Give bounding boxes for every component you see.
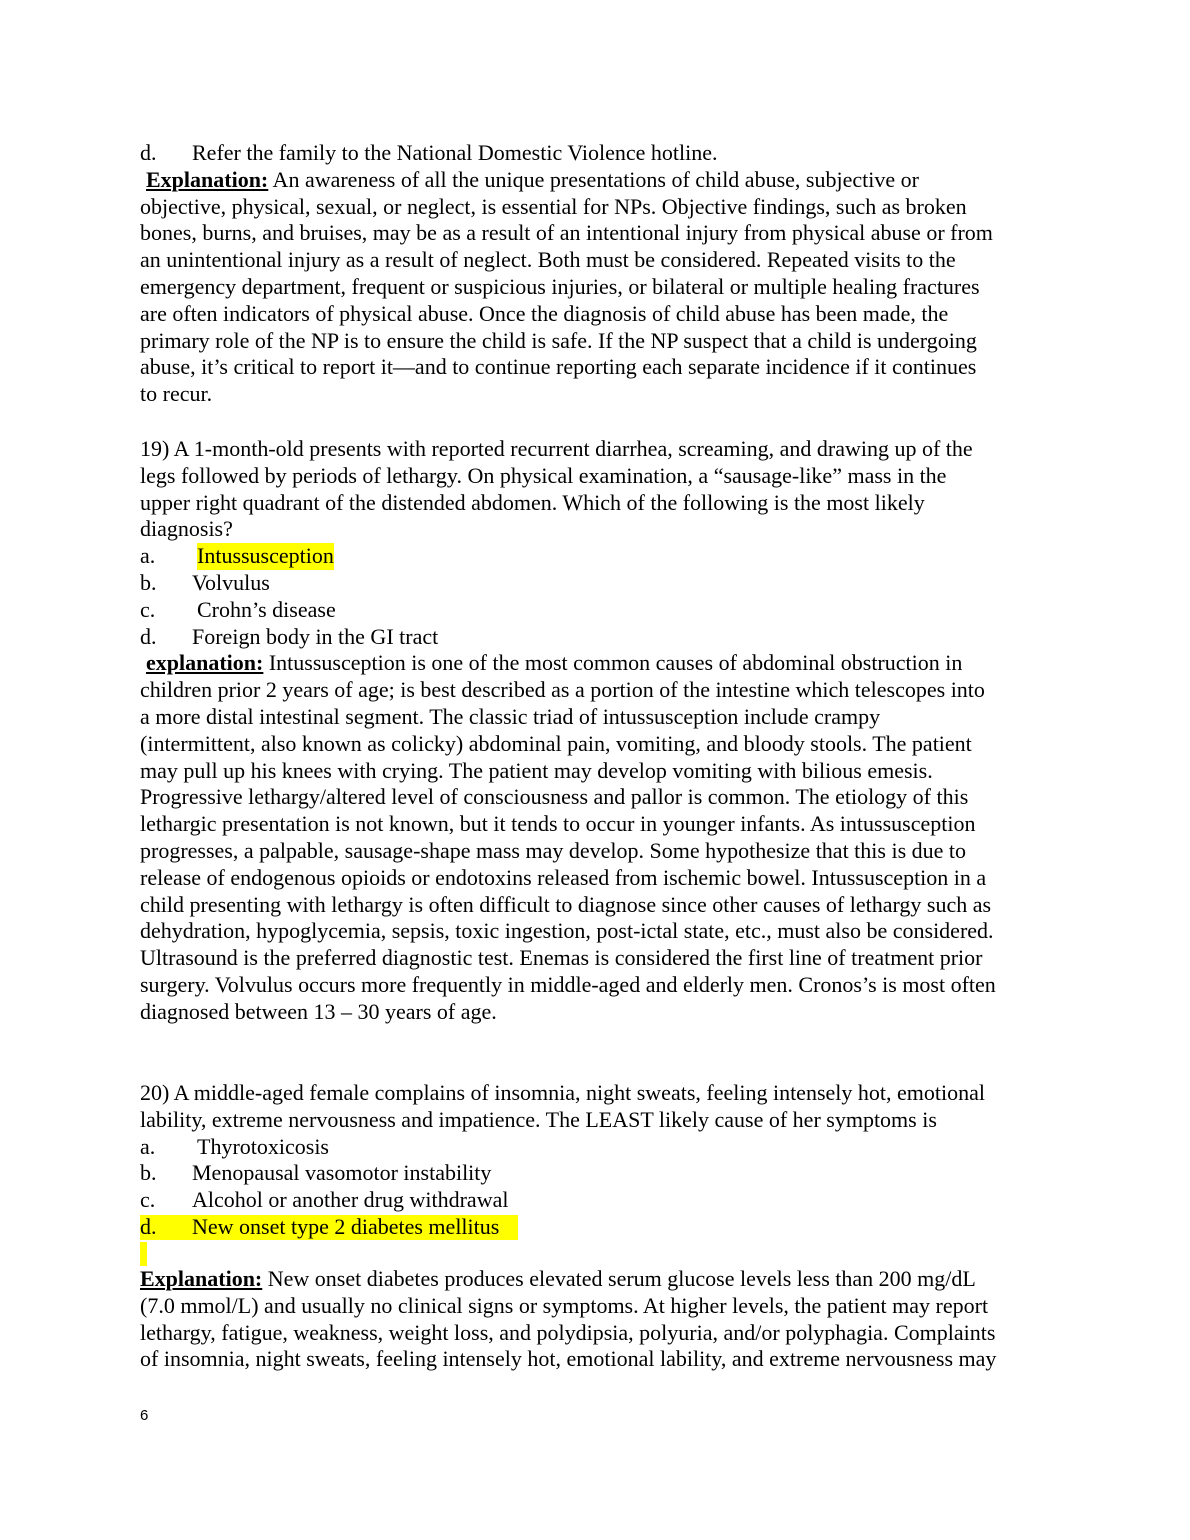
explanation-line: explanation: Intussusception is one of the most common causes of abdominal obstruction in (146, 650, 963, 676)
option-text-highlighted: Intussusception (197, 543, 334, 569)
option-b (140, 1160, 1055, 1187)
explanation-line: objective, physical, sexual, or neglect, is essential for NPs. Objective findings, such as broken (140, 193, 967, 219)
explanation-line: Explanation: New onset diabetes produces elevated serum glucose levels less than 200 mg/dL (140, 1266, 976, 1291)
explanation-line: of insomnia, night sweats, feeling intensely hot, emotional lability, and extreme nervousness may (140, 1346, 997, 1372)
explanation-line: bones, burns, and bruises, may be as a result of an intentional injury from physical abuse or from (140, 220, 993, 246)
explanation-line: primary role of the NP is to ensure the child is safe. If the NP suspect that a child is undergoing (140, 327, 977, 353)
option-letter: c. (140, 596, 156, 622)
explanation-line: Ultrasound is the preferred diagnostic test. Enemas is considered the first line of treatment prior (140, 945, 983, 971)
option-a (140, 543, 1055, 570)
explanation-line: an unintentional injury as a result of neglect. Both must be considered. Repeated visits to the (140, 247, 956, 273)
option-letter: a. (140, 543, 156, 569)
explanation-line: dehydration, hypoglycemia, sepsis, toxic ingestion, post-ictal state, etc., must also be considered. (140, 918, 994, 944)
option-text: Thyrotoxicosis (197, 1133, 329, 1159)
option-text: Alcohol or another drug withdrawal (192, 1187, 509, 1213)
explanation-line: (7.0 mmol/L) and usually no clinical signs or symptoms. At higher levels, the patient may report (140, 1292, 989, 1318)
option-text: Crohn’s disease (197, 596, 336, 622)
option-text: Volvulus (192, 569, 270, 595)
prev-option-d (140, 140, 1055, 167)
explanation-line: abuse, it’s critical to report it—and to continue reporting each separate incidence if it continues (140, 354, 977, 380)
option-c (140, 1187, 1055, 1214)
explanation-line: Progressive lethargy/altered level of consciousness and pallor is common. The etiology of this (140, 784, 969, 810)
question-stem-line: 19) A 1-month-old presents with reported recurrent diarrhea, screaming, and drawing up of the (140, 436, 973, 461)
explanation-line: diagnosed between 13 – 30 years of age. (140, 998, 497, 1024)
option-d-highlighted (140, 1214, 1055, 1241)
question-19 (140, 436, 1055, 1026)
explanation-line: a more distal intestinal segment. The classic triad of intussusception include crampy (140, 703, 881, 729)
option-text: Menopausal vasomotor instability (192, 1160, 492, 1186)
option-letter: d. (140, 140, 157, 165)
question-stem-line: upper right quadrant of the distended abdomen. Which of the following is the most likely (140, 489, 925, 515)
question-20-explanation (140, 1266, 1055, 1373)
explanation-line: progresses, a palpable, sausage-shape mass may develop. Some hypothesize that this is due to (140, 837, 967, 863)
explanation-line: release of endogenous opioids or endotoxins released from ischemic bowel. Intussusception in a (140, 864, 987, 890)
option-letter: d. (140, 623, 157, 649)
explanation-line: Explanation: An awareness of all the unique presentations of child abuse, subjective or (146, 166, 919, 192)
page-number: 6 (140, 1407, 149, 1424)
prev-question-block (140, 140, 1055, 408)
explanation-label: Explanation: (146, 166, 269, 192)
highlight-marker (140, 1242, 147, 1266)
explanation-line: to recur. (140, 381, 213, 407)
option-text: Foreign body in the GI tract (192, 623, 439, 649)
explanation-line: children prior 2 years of age; is best described as a portion of the intestine which telescopes into (140, 677, 985, 703)
option-letter: b. (140, 569, 157, 595)
option-text: Refer the family to the National Domestic Violence hotline. (192, 140, 718, 165)
option-d (140, 624, 1055, 651)
explanation-label: explanation: (146, 650, 264, 676)
option-b (140, 570, 1055, 597)
question-stem-line: legs followed by periods of lethargy. On physical examination, a “sausage-like” mass in the (140, 462, 947, 488)
question-20 (140, 1080, 1055, 1241)
explanation-line: (intermittent, also known as colicky) abdominal pain, vomiting, and bloody stools. The patient (140, 730, 972, 756)
explanation-line: may pull up his knees with crying. The patient may develop vomiting with bilious emesis. (140, 757, 933, 783)
option-letter: b. (140, 1160, 157, 1186)
option-letter: a. (140, 1133, 156, 1159)
option-letter: c. (140, 1187, 156, 1213)
explanation-line: emergency department, frequent or suspicious injuries, or bilateral or multiple healing fractures (140, 273, 980, 299)
question-stem-line: 20) A middle-aged female complains of insomnia, night sweats, feeling intensely hot, emotional (140, 1080, 985, 1105)
question-stem-line: diagnosis? (140, 516, 233, 542)
explanation-label: Explanation: (140, 1266, 263, 1291)
option-letter: d. (140, 1213, 157, 1239)
explanation-line: are often indicators of physical abuse. Once the diagnosis of child abuse has been made, the (140, 300, 949, 326)
option-text-highlighted: New onset type 2 diabetes mellitus (192, 1213, 500, 1239)
explanation-line: lethargy, fatigue, weakness, weight loss, and polydipsia, polyuria, and/or polyphagia. Complaints (140, 1319, 996, 1345)
explanation-line: child presenting with lethargy is often difficult to diagnose since other causes of lethargy such as (140, 891, 992, 917)
question-stem-line: lability, extreme nervousness and impatience. The LEAST likely cause of her symptoms is (140, 1106, 937, 1132)
explanation-line: surgery. Volvulus occurs more frequently in middle-aged and elderly men. Cronos’s is most often (140, 971, 996, 997)
explanation-line: lethargic presentation is not known, but it tends to occur in younger infants. As intussusception (140, 811, 976, 837)
option-c (140, 597, 1055, 624)
option-a (140, 1134, 1055, 1161)
